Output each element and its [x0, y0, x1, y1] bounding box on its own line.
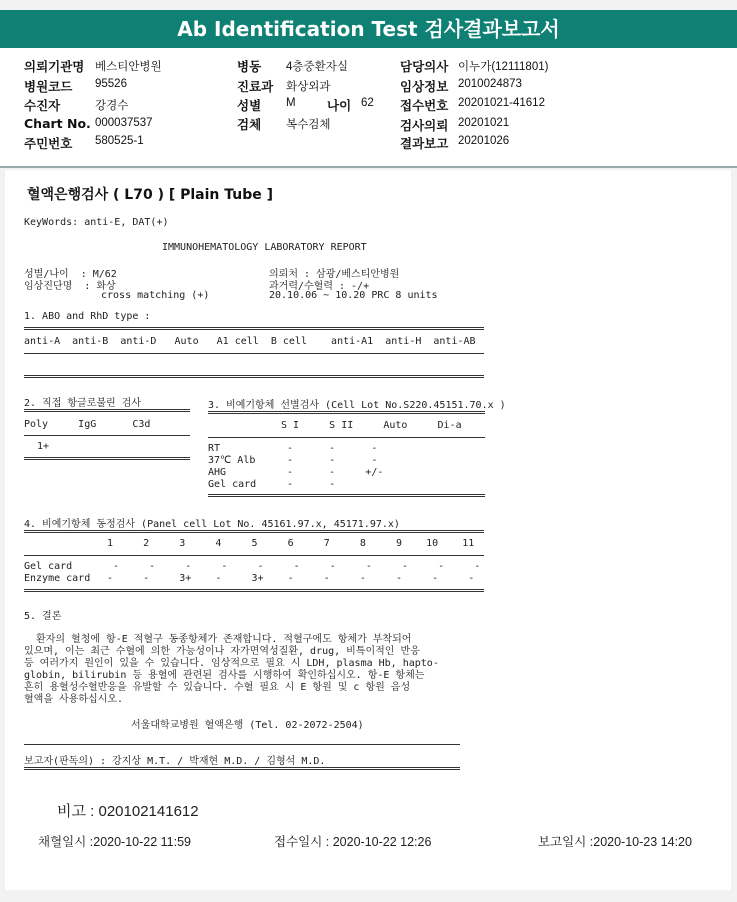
divider — [208, 411, 485, 414]
screen-row-values: - - - — [275, 455, 378, 466]
report-body — [5, 170, 731, 890]
screen-row-label: 37℃ Alb — [208, 455, 256, 466]
section-1-title: 1. ABO and RhD type : — [24, 311, 151, 322]
info-history: 과거력/수혈력 : -/+ — [269, 281, 370, 292]
header-label: 검사의뢰 — [400, 118, 449, 133]
screen-row-values: - - - — [275, 443, 378, 454]
info-diagnosis: 임상진단명 : 화상 — [24, 281, 116, 292]
patient-header — [0, 48, 737, 168]
panel-row-label: Enzyme card — [24, 573, 91, 584]
reporter: 보고자(판독의) : 강지상 M.T. / 박재현 M.D. / 김형석 M.D. — [24, 756, 326, 767]
conclusion-line: 환자의 혈청에 항-E 적혈구 동종항체가 존재합니다. 적혈구에도 항체가 부착되어 — [24, 634, 412, 645]
conclusion-line: 혈액을 사용하십시오. — [24, 694, 123, 705]
header-value: 20201021 — [458, 117, 510, 129]
screen-row-label: Gel card — [208, 479, 257, 490]
header-label: Chart No. — [24, 116, 91, 131]
header-value: 복수검체 — [286, 119, 331, 131]
header-value: 20201026 — [458, 135, 510, 147]
divider — [24, 375, 484, 378]
info-crossmatch: cross matching (+) — [101, 290, 210, 301]
report-title-bar — [0, 10, 737, 48]
header-value: 강경수 — [95, 100, 129, 112]
info-transfusion: 20.10.06 ~ 10.20 PRC 8 units — [269, 290, 438, 301]
header-value: 20201021-41612 — [458, 97, 545, 109]
header-value: 4층중환자실 — [286, 61, 348, 73]
conclusion-line: globin, bilirubin 등 용혈에 관련된 검사를 시행하여 확인하십시오. 항-E 항체는 — [24, 670, 425, 681]
header-label: 진료과 — [237, 79, 274, 94]
collection-datetime: 채혈일시 :2020-10-22 11:59 — [38, 835, 192, 849]
hospital-contact: 서울대학교병원 혈액은행 (Tel. 02-2072-2504) — [131, 720, 364, 731]
info-requester: 의뢰처 : 삼광/베스티안병원 — [269, 269, 400, 280]
report-section-title: 혈액은행검사 ( L70 ) [ Plain Tube ] — [27, 187, 274, 203]
section-4-title: 4. 비예기항체 동정검사 (Panel cell Lot No. 45161.97.x, 45171.97.x) — [24, 519, 400, 530]
age-value: 62 — [361, 97, 374, 109]
section-5-title: 5. 결론 — [24, 611, 62, 622]
panel-columns: 1 2 3 4 5 6 7 8 9 10 11 — [107, 538, 475, 549]
header-label: 검체 — [237, 117, 262, 132]
divider — [24, 327, 484, 330]
header-value: 2010024873 — [458, 78, 522, 90]
panel-row-values: - - 3+ - 3+ - - - - - - — [107, 573, 475, 584]
header-value: 이누가(12111801) — [458, 61, 549, 73]
divider — [24, 555, 484, 556]
screen-columns: S I S II Auto Di-a — [281, 420, 462, 431]
dat-columns: Poly IgG C3d — [24, 419, 151, 430]
header-value: 000037537 — [95, 117, 153, 129]
section-2-title: 2. 직접 항글로불린 검사 — [24, 398, 142, 409]
screen-row-values: - - +/- — [275, 467, 384, 478]
dat-poly-value: 1+ — [37, 441, 50, 452]
divider — [24, 589, 484, 592]
header-label: 결과보고 — [400, 136, 449, 151]
receipt-datetime: 접수일시 : 2020-10-22 12:26 — [274, 835, 432, 849]
header-value: 95526 — [95, 78, 127, 90]
lab-report-subtitle: IMMUNOHEMATOLOGY LABORATORY REPORT — [162, 242, 367, 253]
header-label: 임상정보 — [400, 79, 449, 94]
header-label: 성별 — [237, 98, 262, 113]
divider — [24, 744, 460, 745]
section-3-title: 3. 비예기항체 선별검사 (Cell Lot No.S220.45151.70.x ) — [208, 400, 506, 411]
keywords: KeyWords: anti-E, DAT(+) — [24, 217, 169, 228]
divider — [208, 494, 485, 497]
divider — [24, 353, 484, 354]
panel-row-values: - - - - - - - - - - - — [107, 561, 481, 572]
report-title: Ab Identification Test 검사결과보고서 — [177, 17, 560, 41]
header-label: 수진자 — [24, 98, 61, 113]
screen-row-label: RT — [208, 443, 221, 454]
screen-row-values: - - — [275, 479, 336, 490]
info-sex-age: 성별/나이 : M/62 — [24, 269, 117, 280]
note: 비고 : 020102141612 — [57, 803, 199, 820]
header-value: 베스티안병원 — [95, 61, 162, 73]
header-label: 주민번호 — [24, 136, 73, 151]
header-value: 580525-1 — [95, 135, 144, 147]
age-label: 나이 — [327, 98, 352, 113]
divider — [24, 409, 190, 412]
report-datetime: 보고일시 :2020-10-23 14:20 — [538, 835, 692, 849]
divider — [24, 457, 190, 460]
screen-row-label: AHG — [208, 467, 227, 478]
header-label: 병원코드 — [24, 79, 73, 94]
header-label: 접수번호 — [400, 98, 449, 113]
conclusion-line: 있으며, 이는 최근 수혈에 의한 가능성이나 자가면역성질환, drug, 비특이적인 반응 — [24, 646, 420, 657]
divider — [24, 767, 460, 770]
divider — [208, 437, 485, 438]
header-label: 병동 — [237, 59, 262, 74]
header-label: 의뢰기관명 — [24, 59, 85, 74]
abo-columns: anti-A anti-B anti-D Auto A1 cell B cell anti-A1 anti-H anti-AB — [24, 336, 476, 347]
header-value: 화상외과 — [286, 81, 331, 93]
conclusion-line: 흔히 용혈성수혈반응을 유발할 수 있습니다. 수혈 필요 시 E 항원 및 c 항원 음성 — [24, 682, 411, 693]
panel-row-label: Gel card — [24, 561, 73, 572]
divider — [24, 435, 190, 436]
header-value: M — [286, 97, 296, 109]
conclusion-line: 등 여러가지 원인이 있을 수 있습니다. 임상적으로 필요 시 LDH, plasma Hb, hapto- — [24, 658, 439, 669]
header-label: 담당의사 — [400, 59, 449, 74]
divider — [24, 530, 484, 533]
